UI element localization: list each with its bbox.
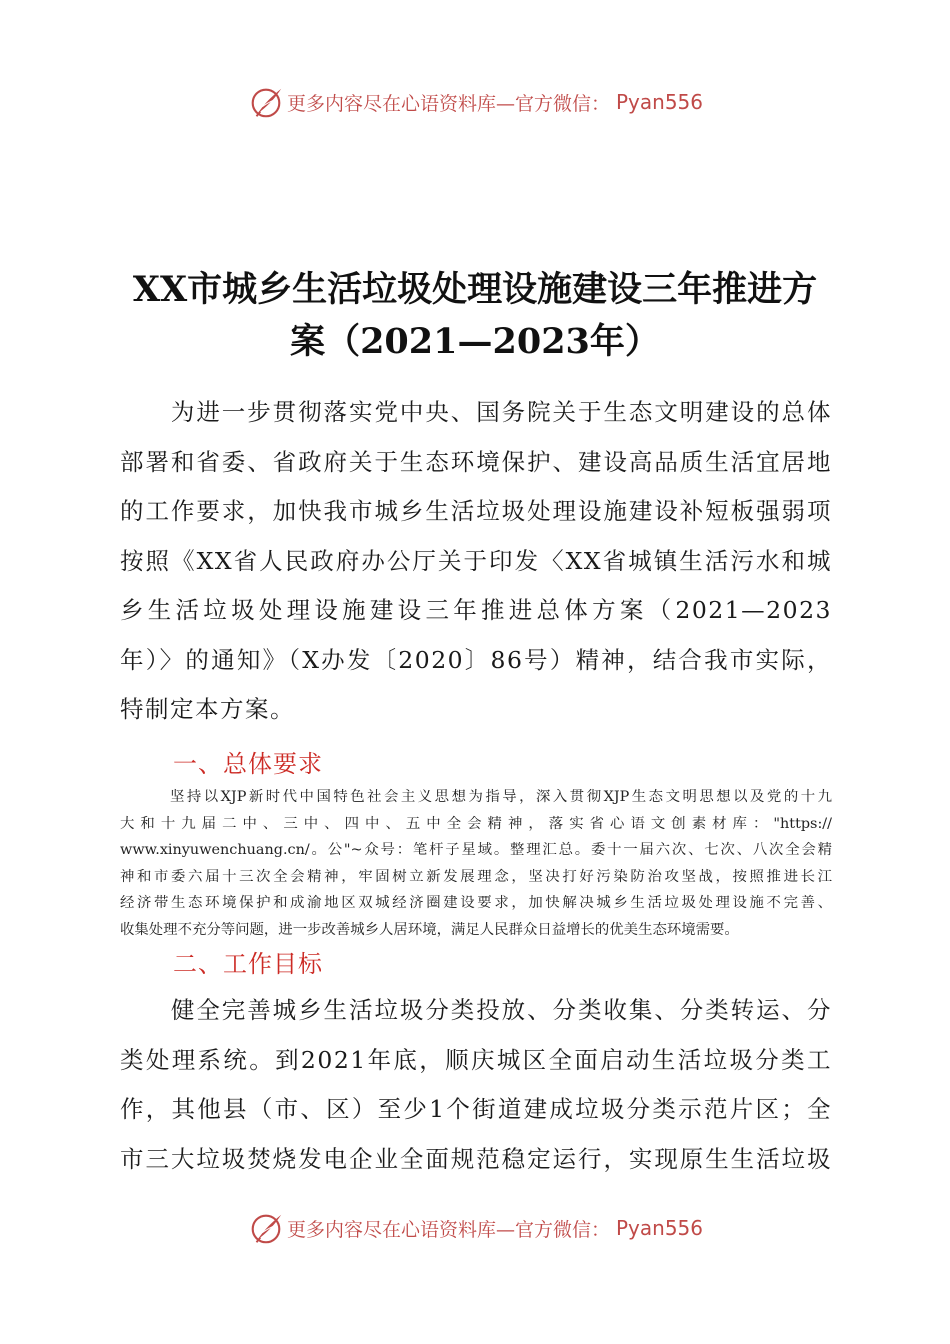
intro-line: 乡生活垃圾处理设施建设三年推进总体方案（2021—2023 xyxy=(120,596,832,624)
document-title xyxy=(100,264,850,368)
section2-line: 市三大垃圾焚烧发电企业全面规范稳定运行，实现原生生活垃圾 xyxy=(120,1144,832,1173)
section1-line: www.xinyuwenchuang.cn/。公"~众号：笔杆子星域。整理汇总。委十一届六次、七次、八次全会精 xyxy=(120,842,832,859)
quill-logo-icon xyxy=(247,1209,285,1247)
intro-line: 为进一步贯彻落实党中央、国务院关于生态文明建设的总体 xyxy=(120,398,832,426)
watermark-text: 更多内容尽在心语资料库—官方微信： xyxy=(286,1218,610,1241)
section1-paragraph xyxy=(120,784,832,944)
watermark-banner-top xyxy=(0,82,950,122)
intro-line: 部署和省委、省政府关于生态环境保护、建设高品质生活宜居地 xyxy=(120,447,832,476)
intro-line: 的工作要求，加快我市城乡生活垃圾处理设施建设补短板强弱项 xyxy=(120,497,832,525)
section2-line: 健全完善城乡生活垃圾分类投放、分类收集、分类转运、分 xyxy=(120,996,832,1024)
intro-paragraph xyxy=(120,388,832,735)
section2-paragraph xyxy=(120,986,832,1184)
intro-line: 按照《XX省人民政府办公厅关于印发〈XX省城镇生活污水和城 xyxy=(120,546,832,575)
section1-line: 大和十九届二中、三中、四中、五中全会精神，落实省心语文创素材库："https:// xyxy=(120,815,832,832)
watermark-text: 更多内容尽在心语资料库—官方微信： xyxy=(286,92,610,115)
section1-line: 坚持以XJP新时代中国特色社会主义思想为指导，深入贯彻XJP生态文明思想以及党的十九 xyxy=(170,789,832,805)
section1-line: 神和市委六届十三次全会精神，牢固树立新发展理念，坚决打好污染防治攻坚战，按照推进长江 xyxy=(120,868,832,885)
watermark-banner-bottom xyxy=(0,1208,950,1248)
section-heading-1: 一、总体要求 xyxy=(173,750,323,778)
title-line-2: 案（2021—2023年） xyxy=(290,321,660,362)
wechat-id: Pyan556 xyxy=(616,90,704,114)
section-heading-2: 二、工作目标 xyxy=(173,950,323,978)
wechat-id: Pyan556 xyxy=(616,1216,704,1240)
section2-line: 作，其他县（市、区）至少1个街道建成垃圾分类示范片区；全 xyxy=(120,1095,832,1123)
title-line-1: XX市城乡生活垃圾处理设施建设三年推进方 xyxy=(132,269,818,310)
intro-line: 特制定本方案。 xyxy=(120,695,295,723)
section1-line: 经济带生态环境保护和成渝地区双城经济圈建设要求，加快解决城乡生活垃圾处理设施不完善、 xyxy=(120,895,832,912)
quill-logo-icon xyxy=(247,83,285,121)
section1-line: 收集处理不充分等问题，进一步改善城乡人居环境，满足人民群众日益增长的优美生态环境需要。 xyxy=(120,921,739,938)
section2-line: 类处理系统。到2021年底，顺庆城区全面启动生活垃圾分类工 xyxy=(120,1045,832,1074)
intro-line: 年）〉的通知》（X办发〔2020〕86号）精神，结合我市实际， xyxy=(120,645,832,674)
